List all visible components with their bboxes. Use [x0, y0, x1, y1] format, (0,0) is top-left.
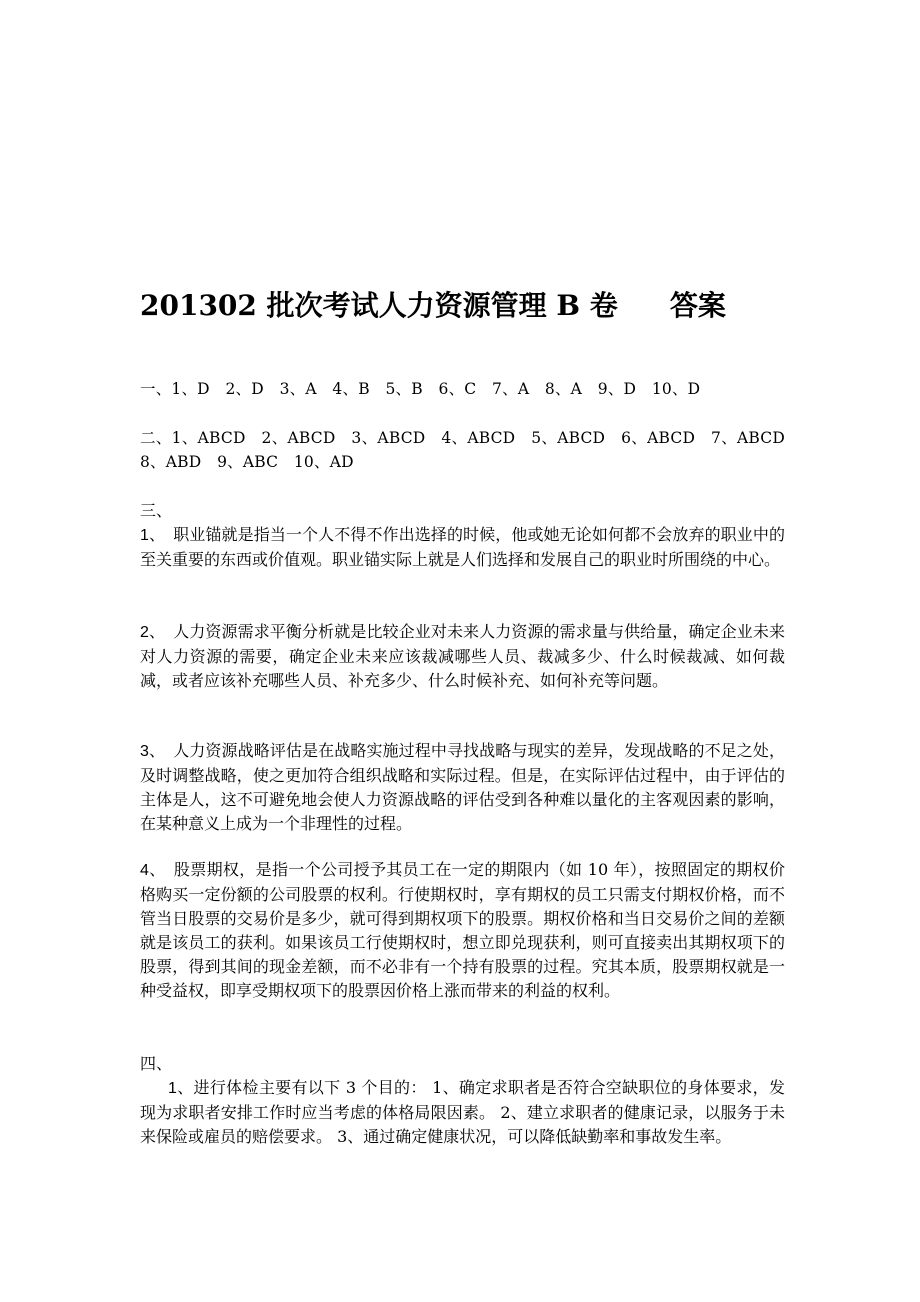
section-2-answers: 二、1、ABCD 2、ABCD 3、ABCD 4、ABCD 5、ABCD 6、ABCD 7、ABCD 8、ABD 9、ABC 10、AD: [140, 429, 801, 471]
item-number: 1、: [140, 527, 158, 544]
title-suffix: 答案: [669, 289, 726, 322]
item-text: 股票期权，是指一个公司授予其员工在一定的期限内（如 10 年），按照固定的期权价格购买一定份额的公司股票的权利。行使期权时，享有期权的员工只需支付期权价格，而不管当日股票的交易价是多少，就可得到期权项下的股票。期权价格和当日交易价之间的差额就是该员工的获利。如果该员工行使期权时，想立即兑现获利，则可直接卖出其期权项下的股票，得到其间的现金差额，而不必非有一个持有股票的过程。究其本质，股票期权就是一种受益权，即享受期权项下的股票因价格上涨而带来的利益的权利。: [140, 860, 785, 1000]
item-number: 1、: [168, 1080, 194, 1097]
document-title: [140, 286, 780, 326]
item-number: 2、: [140, 624, 158, 641]
item-text: 职业锚就是指当一个人不得不作出选择的时候，他或她无论如何都不会放弃的职业中的至关重要的东西或价值观。职业锚实际上就是人们选择和发展自己的职业时所围绕的中心。: [140, 525, 785, 569]
item-text: 进行体检主要有以下 3 个目的： 1、确定求职者是否符合空缺职位的身体要求，发现为求职者安排工作时应当考虑的体格局限因素。 2、建立求职者的健康记录，以服务于未来保险或雇员的赔偿要求。 3、通过确定健康状况，可以降低缺勤率和事故发生率。: [140, 1078, 785, 1146]
section-3-item-2: [140, 620, 785, 693]
section-3-item-4: [140, 858, 785, 1003]
section-3-heading: 三、: [140, 501, 173, 520]
item-number: 4、: [140, 862, 158, 879]
section-4-heading: 四、: [140, 1054, 173, 1073]
item-text: 人力资源需求平衡分析就是比较企业对未来人力资源的需求量与供给量，确定企业未来对人力资源的需要，确定企业未来应该裁减哪些人员、裁减多少、什么时候裁减、如何裁减，或者应该补充哪些人员、补充多少、什么时候补充、如何补充等问题。: [140, 622, 785, 690]
section-3-item-1: [140, 523, 785, 572]
section-3-item-3: [140, 739, 785, 836]
section-4-item-1: [140, 1076, 785, 1149]
item-number: 3、: [140, 743, 158, 760]
item-text: 人力资源战略评估是在战略实施过程中寻找战略与现实的差异，发现战略的不足之处，及时调整战略，使之更加符合组织战略和实际过程。但是，在实际评估过程中，由于评估的主体是人，这不可避免地会使人力资源战略的评估受到各种难以量化的主客观因素的影响，在某种意义上成为一个非理性的过程。: [140, 741, 785, 833]
title-main: 201302 批次考试人力资源管理 B 卷: [140, 289, 618, 322]
section-1-answers: 一、1、D 2、D 3、A 4、B 5、B 6、C 7、A 8、A 9、D 10、D: [140, 380, 701, 398]
